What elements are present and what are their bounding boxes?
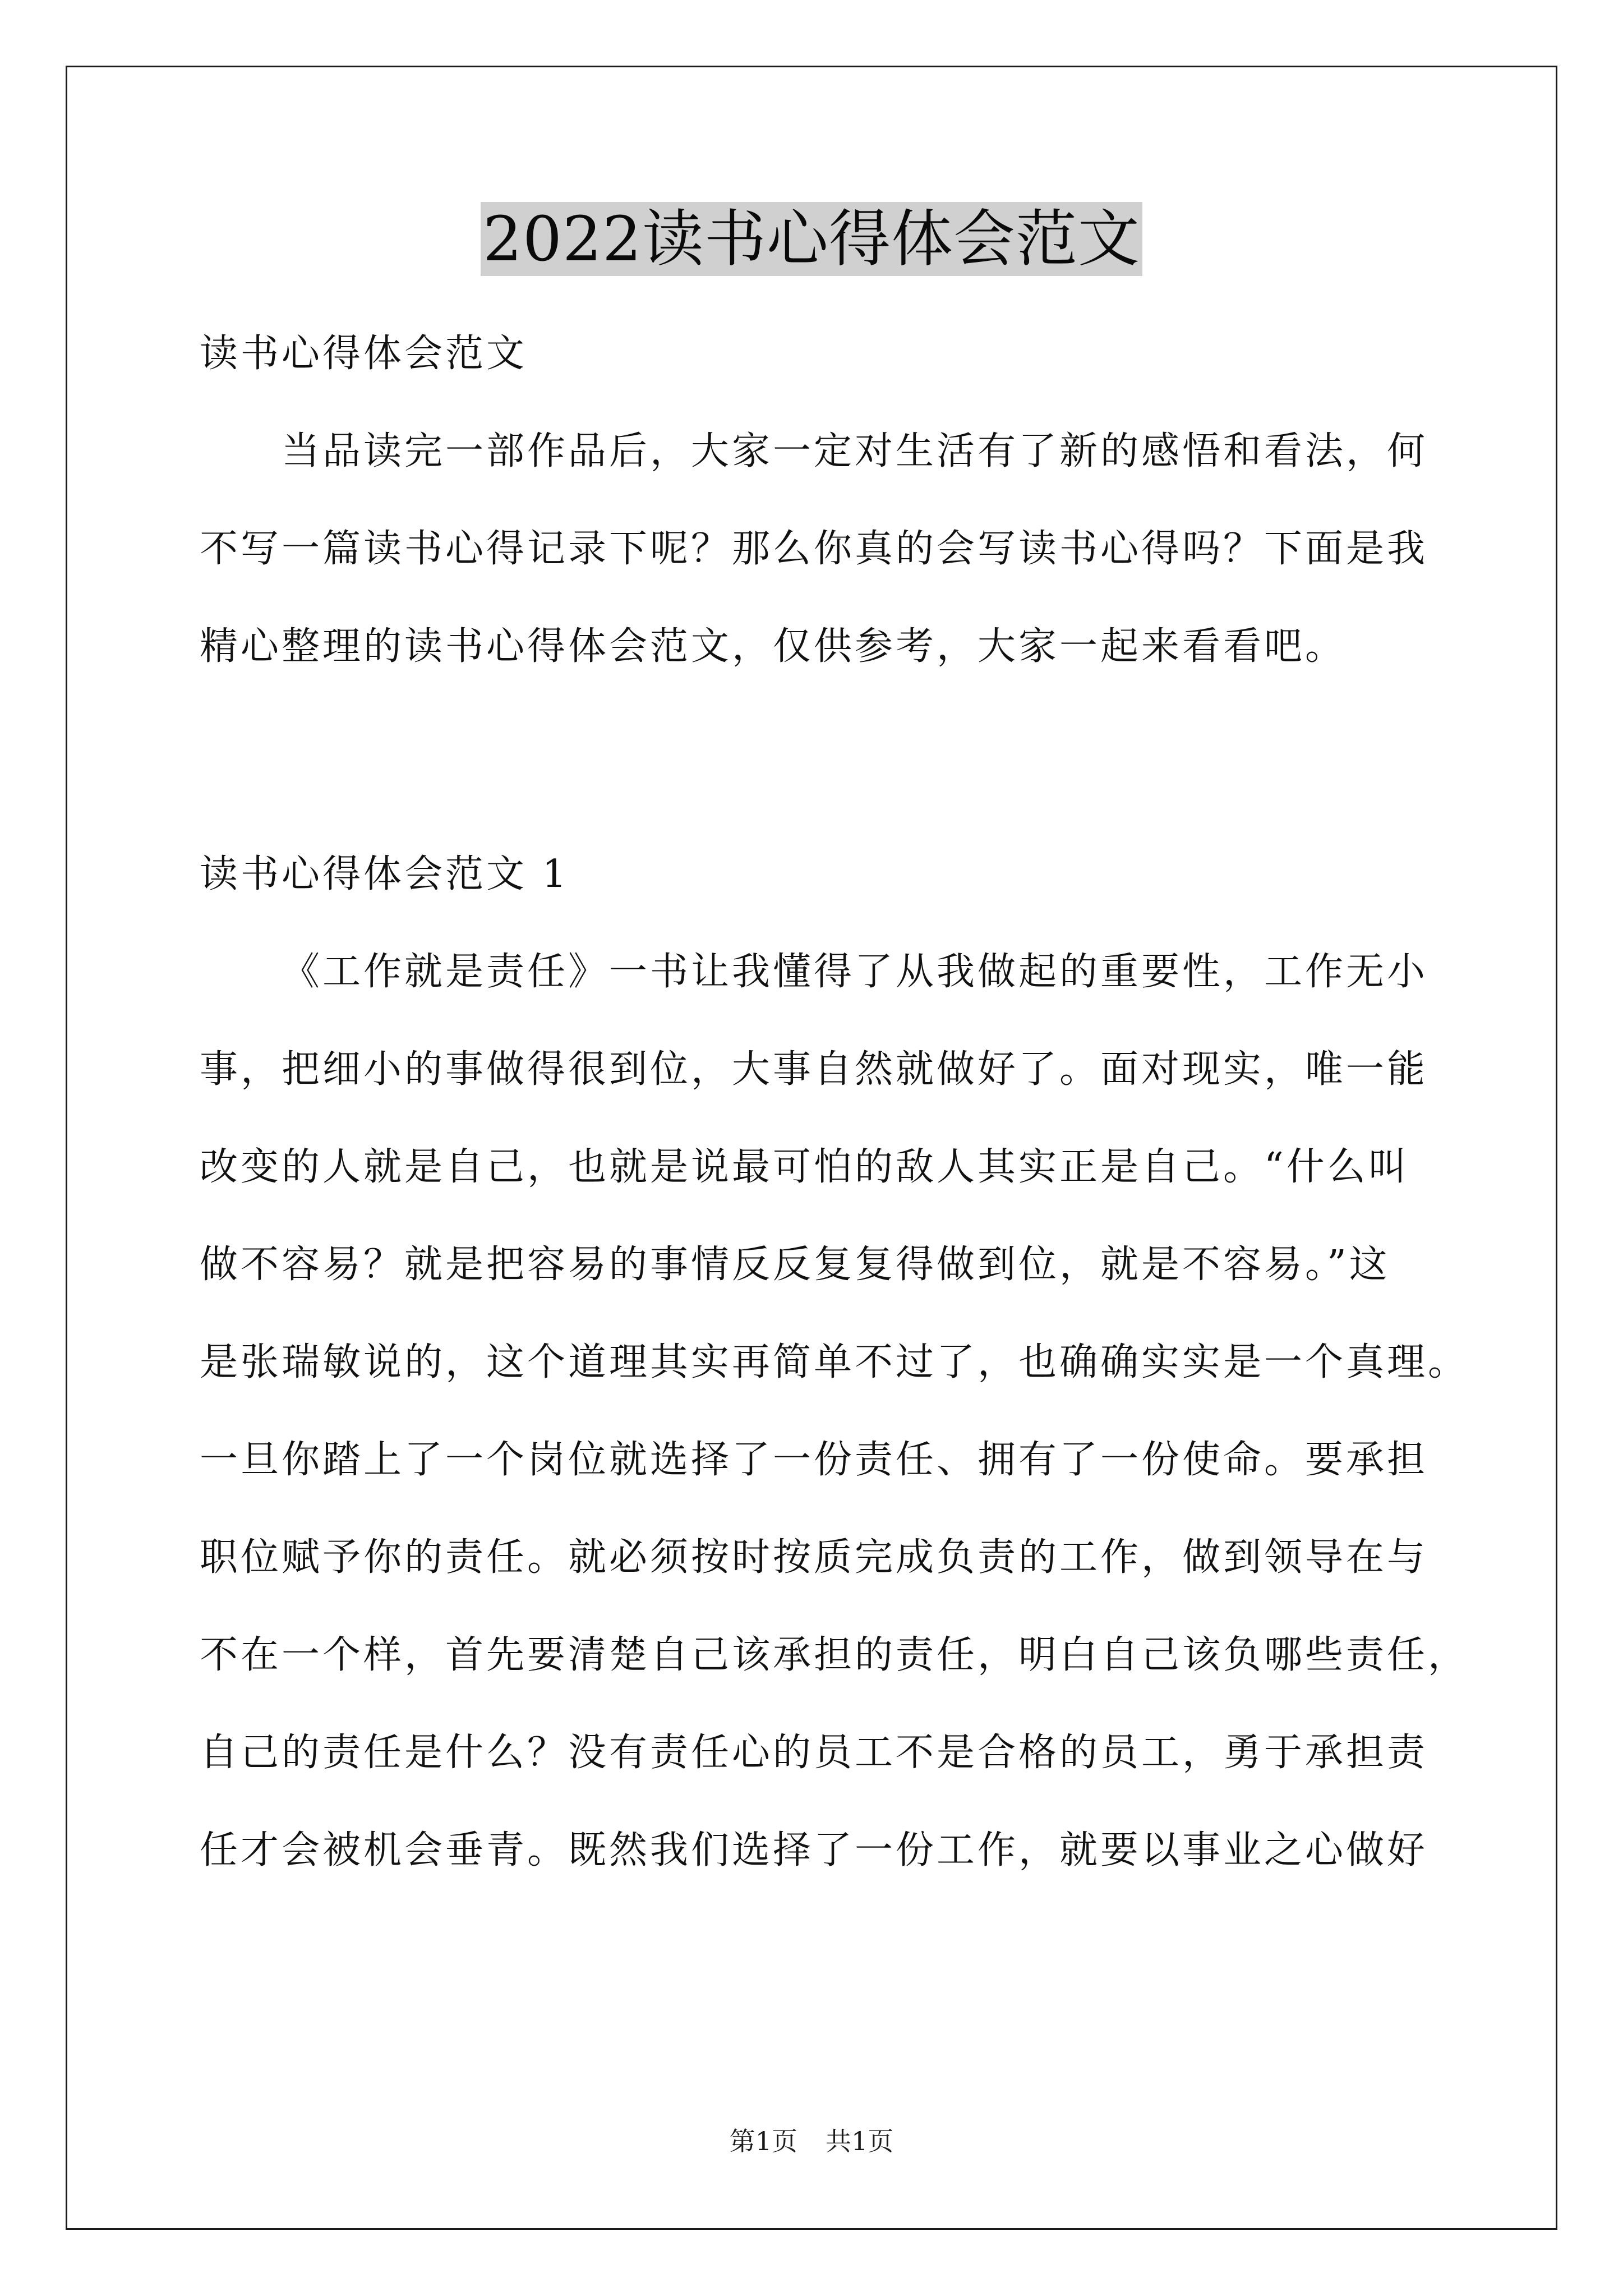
paragraph-gap: [200, 696, 1433, 826]
body-line: 做不容易？就是把容易的事情反反复复得做到位，就是不容易。”这: [200, 1243, 1390, 1287]
subtitle: 读书心得体会范文: [200, 332, 528, 376]
page-footer: [0, 2124, 1623, 2158]
body-line: 任才会被机会垂青。既然我们选择了一份工作，就要以事业之心做好: [200, 1828, 1428, 1872]
intro-line: 精心整理的读书心得体会范文，仅供参考，大家一起来看看吧。: [200, 624, 1347, 669]
intro-line: 当品读完一部作品后，大家一定对生活有了新的感悟和看法，何: [282, 429, 1428, 473]
title-container: [0, 202, 1623, 276]
document-title: 2022读书心得体会范文: [481, 202, 1142, 276]
body-line: 不在一个样，首先要清楚自己该承担的责任，明白自己该负哪些责任，: [200, 1633, 1469, 1677]
intro-line: 不写一篇读书心得记录下呢？那么你真的会写读书心得吗？下面是我: [200, 527, 1428, 571]
section-heading: 读书心得体会范文 1: [200, 852, 569, 896]
page-number-current: 第1页: [729, 2126, 797, 2156]
body-line: 职位赋予你的责任。就必须按时按质完成负责的工作，做到领导在与: [200, 1535, 1428, 1580]
body-line: 自己的责任是什么？没有责任心的员工不是合格的员工，勇于承担责: [200, 1731, 1428, 1775]
body-line: 《工作就是责任》一书让我懂得了从我做起的重要性，工作无小: [282, 950, 1428, 994]
body-line: 是张瑞敏说的，这个道理其实再简单不过了，也确确实实是一个真理。: [200, 1340, 1469, 1384]
body-line: 改变的人就是自己，也就是说最可怕的敌人其实正是自己。“什么叫: [200, 1145, 1409, 1189]
page-number-total: 共1页: [826, 2126, 894, 2156]
document-body: [200, 305, 1469, 1899]
body-line: 一旦你踏上了一个岗位就选择了一份责任、拥有了一份使命。要承担: [200, 1438, 1428, 1482]
body-line: 事，把细小的事做得很到位，大事自然就做好了。面对现实，唯一能: [200, 1047, 1428, 1092]
